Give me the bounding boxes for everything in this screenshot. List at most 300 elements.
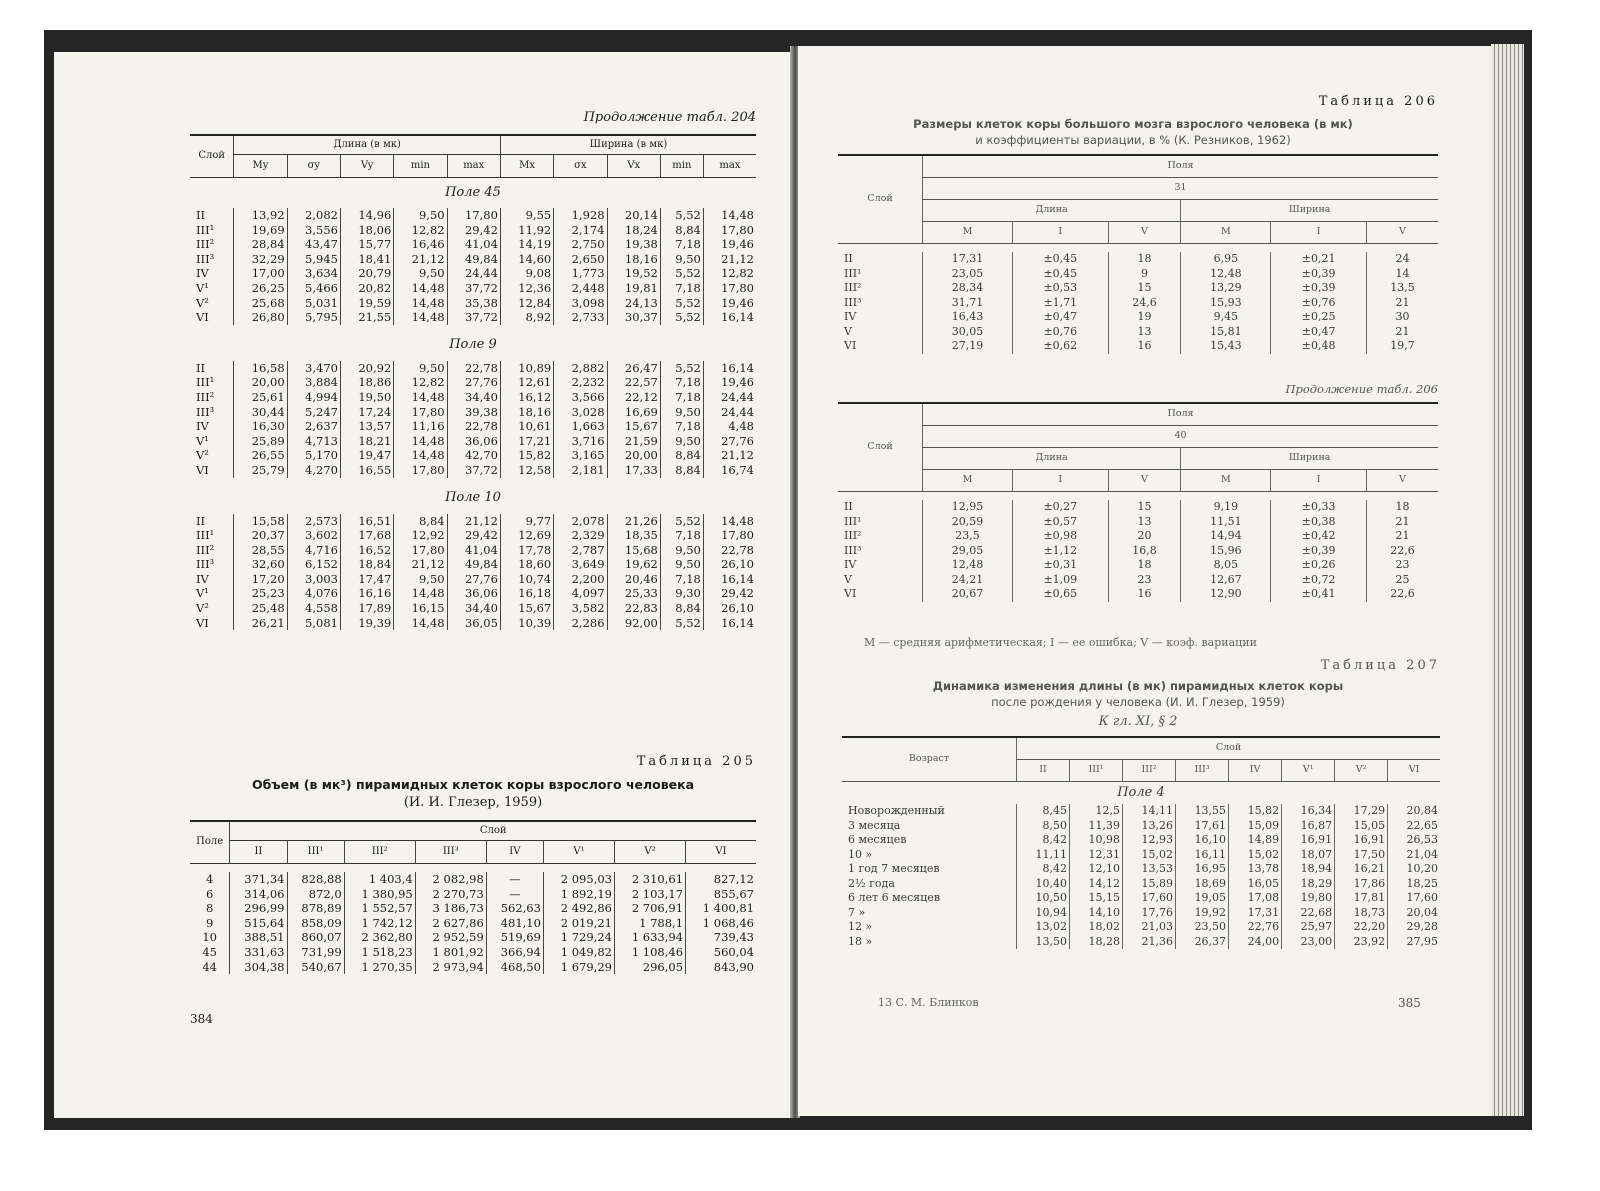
table-cell: 14,48 — [394, 586, 447, 601]
table-row — [190, 463, 756, 478]
table-row — [190, 887, 756, 902]
table-cell: 22,78 — [703, 543, 756, 558]
table-header-cell: M — [923, 222, 1013, 244]
table-cell: 25,33 — [607, 586, 660, 601]
table-cell: 371,34 — [230, 872, 287, 887]
table-row — [190, 419, 756, 434]
table-cell: 15,81 — [1181, 325, 1271, 340]
row-label: III³ — [196, 251, 215, 266]
table-cell: 21 — [1366, 515, 1438, 530]
row-label: V² — [196, 448, 209, 463]
table-cell: 37,72 — [447, 281, 500, 296]
table-cell: 23 — [1366, 558, 1438, 573]
table-cell: 24,44 — [703, 390, 756, 405]
table-header-cell: min — [394, 155, 447, 178]
table-cell: 5,52 — [660, 266, 703, 281]
table-cell: 366,94 — [486, 945, 543, 960]
table-cell: ±0,76 — [1271, 296, 1367, 311]
table-cell: 9,50 — [660, 434, 703, 449]
table-cell: 26,10 — [703, 601, 756, 616]
table-cell: 20 — [1108, 529, 1181, 544]
table-cell: 24,13 — [607, 296, 660, 311]
table-cell: 9,08 — [500, 266, 553, 281]
table-row — [838, 515, 1438, 530]
table-header-cell: I — [1013, 222, 1109, 244]
table-header-cell: V — [1366, 470, 1438, 492]
row-label: VI — [196, 462, 209, 477]
table-cell: 17,80 — [703, 223, 756, 238]
table-cell: 21 — [1366, 296, 1438, 311]
table-row — [190, 281, 756, 296]
table-cell: 28,55 — [234, 543, 287, 558]
table-cell: 878,89 — [287, 901, 344, 916]
table-cell: 17,31 — [1229, 906, 1282, 921]
table-cell: 15,89 — [1123, 877, 1176, 892]
table-cell: 16,74 — [703, 463, 756, 478]
table-cell: 14,19 — [500, 237, 553, 252]
table-cell: 3,098 — [554, 296, 607, 311]
table-cell: 4,48 — [703, 419, 756, 434]
table-cell: 19,52 — [607, 266, 660, 281]
table-cell: 5,247 — [287, 405, 340, 420]
table-cell: 12,90 — [1181, 587, 1271, 602]
table-cell: 2 492,86 — [543, 901, 614, 916]
table-row — [190, 310, 756, 325]
table-cell: 19,59 — [340, 296, 393, 311]
table-cell: 13,02 — [1017, 920, 1070, 935]
table-cell: 14,48 — [394, 434, 447, 449]
table-cell: 2 627,86 — [415, 916, 486, 931]
table-cell: 17,80 — [394, 543, 447, 558]
table-header-field: Поля — [923, 155, 1439, 178]
table-cell: 20,14 — [607, 208, 660, 223]
table-cell: 10,94 — [1017, 906, 1070, 921]
table-cell: 858,09 — [287, 916, 344, 931]
table-cell: 17,47 — [340, 572, 393, 587]
table-cell: 3,602 — [287, 528, 340, 543]
table-cell: 4,558 — [287, 601, 340, 616]
table-cell: 388,51 — [230, 930, 287, 945]
table-cell: 12,48 — [1181, 267, 1271, 282]
table-header-corner: Слой — [838, 155, 923, 244]
table-cell: ±0,45 — [1013, 252, 1109, 267]
table-cell: 34,40 — [447, 601, 500, 616]
table-cell: 2,882 — [554, 361, 607, 376]
table-cell: ±1,71 — [1013, 296, 1109, 311]
table-cell: 25,48 — [234, 601, 287, 616]
table-206-legend: M — средняя арифметическая; I — ее ошибка; V — коэф. вариации — [864, 636, 1257, 649]
row-label: III² — [844, 529, 862, 542]
table-cell: 3,634 — [287, 266, 340, 281]
row-label: IV — [196, 419, 209, 434]
row-label: 4 — [206, 872, 214, 886]
table-cell: 13,53 — [1123, 862, 1176, 877]
table-cell: 15,43 — [1181, 339, 1271, 354]
table-cell: 2 270,73 — [415, 887, 486, 902]
table-cell: — — [486, 887, 543, 902]
table-cell: 1,928 — [554, 208, 607, 223]
table-row — [190, 557, 756, 572]
table-cell: 25,89 — [234, 434, 287, 449]
table-cell: 7,18 — [660, 281, 703, 296]
table-cell: 481,10 — [486, 916, 543, 931]
table-cell: ±0,65 — [1013, 587, 1109, 602]
table-header-field-value: 31 — [923, 178, 1439, 200]
table-cell: 22,78 — [447, 361, 500, 376]
table-cell: 14,94 — [1181, 529, 1271, 544]
row-label: 2½ года — [848, 876, 895, 890]
table-cell: 41,04 — [447, 237, 500, 252]
table-header-corner: Возраст — [842, 737, 1017, 782]
table-cell: 16,55 — [340, 463, 393, 478]
table-cell: 5,52 — [660, 616, 703, 631]
table-header-cell: V² — [1335, 760, 1388, 782]
table-cell: 17,60 — [1123, 891, 1176, 906]
table-cell: 331,63 — [230, 945, 287, 960]
table-header-group: Слой — [230, 821, 756, 841]
table-cell: 9,50 — [394, 572, 447, 587]
table-cell: 16,46 — [394, 237, 447, 252]
table-cell: 16,91 — [1282, 833, 1335, 848]
table-207-subtitle: К гл. XI, § 2 — [1098, 714, 1178, 729]
table-cell: 27,76 — [447, 375, 500, 390]
table-cell: 296,05 — [614, 960, 685, 975]
table-cell: 22,76 — [1229, 920, 1282, 935]
continuation-caption-206: Продолжение табл. 206 — [1285, 382, 1438, 396]
table-cell: 20,37 — [234, 528, 287, 543]
table-cell: 19,7 — [1366, 339, 1438, 354]
table-cell: 3,649 — [554, 557, 607, 572]
table-cell: 29,28 — [1388, 920, 1440, 935]
table-cell: 12,36 — [500, 281, 553, 296]
table-cell: 15,58 — [234, 514, 287, 529]
table-cell: 30,05 — [923, 325, 1013, 340]
table-cell: 2,174 — [554, 223, 607, 238]
table-row — [190, 361, 756, 376]
row-label: 1 год 7 месяцев — [848, 862, 940, 875]
table-cell: 5,945 — [287, 252, 340, 267]
table-cell: 25,68 — [234, 296, 287, 311]
table-cell: 24,6 — [1108, 296, 1181, 311]
table-cell: 21,12 — [394, 557, 447, 572]
table-cell: 2,200 — [554, 572, 607, 587]
table-cell: ±0,47 — [1271, 325, 1367, 340]
table-cell: 10,61 — [500, 419, 553, 434]
table-cell: 10,20 — [1388, 862, 1440, 877]
table-cell: 8,50 — [1017, 819, 1070, 834]
table-cell: 17,24 — [340, 405, 393, 420]
table-cell: 16,52 — [340, 543, 393, 558]
table-row — [838, 281, 1438, 296]
table-cell: ±0,62 — [1013, 339, 1109, 354]
table-cell: 26,53 — [1388, 833, 1440, 848]
table-cell: 19,80 — [1282, 891, 1335, 906]
table-cell: 1 403,4 — [344, 872, 415, 887]
table-cell: 7,18 — [660, 528, 703, 543]
table-cell: 872,0 — [287, 887, 344, 902]
table-cell: 3,028 — [554, 405, 607, 420]
table-cell: 12,82 — [394, 375, 447, 390]
table-header-corner: Слой — [190, 135, 234, 178]
table-cell: 26,21 — [234, 616, 287, 631]
table-header-group: Длина (в мк) — [234, 135, 501, 155]
table-row — [190, 252, 756, 267]
table-cell: 11,51 — [1181, 515, 1271, 530]
table-cell: 16,14 — [703, 361, 756, 376]
table-header-cell: M — [1181, 222, 1271, 244]
table-cell: 17,80 — [394, 405, 447, 420]
row-label: III² — [196, 542, 215, 557]
table-cell: 1 552,57 — [344, 901, 415, 916]
table-cell: 22,6 — [1366, 544, 1438, 559]
table-cell: 12,82 — [394, 223, 447, 238]
table-cell: 3 186,73 — [415, 901, 486, 916]
table-cell: 15,67 — [607, 419, 660, 434]
table-206 — [838, 154, 1438, 354]
table-cell: 16,14 — [703, 616, 756, 631]
table-row — [842, 819, 1440, 834]
table-cell: 26,37 — [1176, 935, 1229, 950]
table-row — [190, 572, 756, 587]
table-cell: 2 310,61 — [614, 872, 685, 887]
table-cell: 28,34 — [923, 281, 1013, 296]
table-cell: 23 — [1108, 573, 1181, 588]
table-cell: 18,84 — [340, 557, 393, 572]
table-cell: 23,50 — [1176, 920, 1229, 935]
table-cell: 26,25 — [234, 281, 287, 296]
table-cell: 15,93 — [1181, 296, 1271, 311]
table-row — [190, 616, 756, 631]
table-cell: 35,38 — [447, 296, 500, 311]
table-row — [838, 529, 1438, 544]
row-label: Новорожденный — [848, 804, 945, 817]
table-cell: 12,82 — [703, 266, 756, 281]
table-cell: 15,15 — [1070, 891, 1123, 906]
table-header-cell: I — [1271, 470, 1367, 492]
table-cell: 22,83 — [607, 601, 660, 616]
table-row — [190, 586, 756, 601]
table-header-cell: M — [1181, 470, 1271, 492]
table-cell: 12,84 — [500, 296, 553, 311]
table-cell: 22,6 — [1366, 587, 1438, 602]
table-cell: 19,62 — [607, 557, 660, 572]
row-label: III¹ — [844, 514, 862, 528]
section-title: Поле 10 — [445, 490, 501, 506]
table-cell: 21,12 — [394, 252, 447, 267]
table-cell: 21,26 — [607, 514, 660, 529]
table-cell: 14,48 — [394, 448, 447, 463]
table-cell: 19,47 — [340, 448, 393, 463]
table-cell: 5,52 — [660, 361, 703, 376]
table-cell: 1 068,46 — [686, 916, 756, 931]
table-header-cell: IV — [1229, 760, 1282, 782]
table-cell: 16,34 — [1282, 804, 1335, 819]
table-cell: 1 788,1 — [614, 916, 685, 931]
table-cell: 1 049,82 — [543, 945, 614, 960]
table-cell: 10,89 — [500, 361, 553, 376]
table-cell: 17,78 — [500, 543, 553, 558]
table-cell: 11,92 — [500, 223, 553, 238]
table-cell: 1 801,92 — [415, 945, 486, 960]
table-cell: 1,663 — [554, 419, 607, 434]
table-cell: 18,41 — [340, 252, 393, 267]
row-label: 44 — [202, 959, 217, 974]
table-205 — [190, 820, 756, 974]
row-label: III¹ — [196, 222, 215, 237]
table-cell: 19,46 — [703, 296, 756, 311]
table-cell: 9 — [1108, 267, 1181, 282]
table-cell: 6,152 — [287, 557, 340, 572]
table-cell: 7,18 — [660, 572, 703, 587]
table-cell: 26,10 — [703, 557, 756, 572]
row-label: 18 » — [848, 934, 873, 948]
table-cell: 4,713 — [287, 434, 340, 449]
table-cell: ±0,39 — [1271, 544, 1367, 559]
table-cell: 20,46 — [607, 572, 660, 587]
table-cell: 20,04 — [1388, 906, 1440, 921]
table-cell: 17,61 — [1176, 819, 1229, 834]
table-cell: 30,37 — [607, 310, 660, 325]
row-label: V — [844, 572, 852, 586]
row-label: 10 — [202, 930, 217, 945]
table-cell: 15,82 — [1229, 804, 1282, 819]
table-cell: 2,733 — [554, 310, 607, 325]
table-header-cell: III² — [344, 841, 415, 864]
table-cell: ±0,27 — [1013, 500, 1109, 515]
table-cell: 42,70 — [447, 448, 500, 463]
table-cell: 27,76 — [447, 572, 500, 587]
table-cell: 16,14 — [703, 310, 756, 325]
table-cell: 515,64 — [230, 916, 287, 931]
table-row — [842, 935, 1440, 950]
table-cell: 21,12 — [703, 448, 756, 463]
table-row — [190, 223, 756, 238]
table-row — [842, 862, 1440, 877]
table-cell: 13 — [1108, 515, 1181, 530]
table-cell: ±0,53 — [1013, 281, 1109, 296]
table-cell: 5,170 — [287, 448, 340, 463]
row-label: III³ — [844, 295, 862, 309]
table-cell: 16,12 — [500, 390, 553, 405]
table-header-cell: VI — [686, 841, 756, 864]
table-row — [190, 208, 756, 223]
row-label: II — [196, 208, 206, 222]
table-cell: 17,08 — [1229, 891, 1282, 906]
table-cell: 8,05 — [1181, 558, 1271, 573]
table-header-cell: V¹ — [543, 841, 614, 864]
table-cell: 22,65 — [1388, 819, 1440, 834]
table-cell: 5,081 — [287, 616, 340, 631]
section-title: Поле 9 — [449, 337, 497, 353]
row-label: V² — [196, 295, 209, 310]
table-cell: 8,84 — [660, 463, 703, 478]
table-cell: 540,67 — [287, 960, 344, 975]
table-cell: 8,45 — [1017, 804, 1070, 819]
table-cell: 26,55 — [234, 448, 287, 463]
table-cell: 2 082,98 — [415, 872, 486, 887]
table-cell: 562,63 — [486, 901, 543, 916]
table-header-cell: II — [230, 841, 287, 864]
table-cell: 14,12 — [1070, 877, 1123, 892]
table-cell: 14,60 — [500, 252, 553, 267]
row-label: V¹ — [196, 280, 209, 295]
table-header-cell: σx — [554, 155, 607, 178]
table-cell: ±0,38 — [1271, 515, 1367, 530]
table-cell: 13,92 — [234, 208, 287, 223]
table-cell: 9,50 — [394, 266, 447, 281]
table-header-cell: V² — [614, 841, 685, 864]
table-cell: ±1,12 — [1013, 544, 1109, 559]
table-header-cell: III² — [1123, 760, 1176, 782]
table-cell: 296,99 — [230, 901, 287, 916]
table-cell: 20,00 — [607, 448, 660, 463]
table-cell: 14,11 — [1123, 804, 1176, 819]
section-title: Поле 4 — [1117, 784, 1165, 800]
table-cell: 20,84 — [1388, 804, 1440, 819]
table-cell: 27,19 — [923, 339, 1013, 354]
table-cell: 4,716 — [287, 543, 340, 558]
table-cell: 20,82 — [340, 281, 393, 296]
table-row — [838, 500, 1438, 515]
table-header-cell: σy — [287, 155, 340, 178]
table-cell: 21 — [1366, 529, 1438, 544]
table-cell: 17,50 — [1335, 848, 1388, 863]
table-cell: 25,23 — [234, 586, 287, 601]
table-cell: 8,84 — [394, 514, 447, 529]
table-cell: 3,566 — [554, 390, 607, 405]
table-header-cell: V — [1108, 222, 1181, 244]
table-cell: 21,55 — [340, 310, 393, 325]
table-cell: 22,12 — [607, 390, 660, 405]
table-cell: 18,35 — [607, 528, 660, 543]
table-cell: 9,55 — [500, 208, 553, 223]
table-cell: 3,716 — [554, 434, 607, 449]
row-label: VI — [196, 310, 209, 325]
table-cell: 2 952,59 — [415, 930, 486, 945]
table-cell: 2,650 — [554, 252, 607, 267]
table-cell: 18,24 — [607, 223, 660, 238]
table-cell: 24,00 — [1229, 935, 1282, 950]
table-cell: 1 633,94 — [614, 930, 685, 945]
table-cell: 5,52 — [660, 208, 703, 223]
table-cell: ±0,47 — [1013, 310, 1109, 325]
table-cell: 2 103,17 — [614, 887, 685, 902]
table-cell: 15,02 — [1123, 848, 1176, 863]
table-row — [190, 901, 756, 916]
table-cell: 16,15 — [394, 601, 447, 616]
table-cell: 2,329 — [554, 528, 607, 543]
table-header-cell: Vx — [607, 155, 660, 178]
table-cell: 29,05 — [923, 544, 1013, 559]
row-label: IV — [196, 571, 209, 586]
table-cell: 36,05 — [447, 616, 500, 631]
row-label: III² — [844, 281, 862, 294]
footer-signature: 13 С. М. Блинков — [878, 996, 979, 1009]
table-cell: 30,44 — [234, 405, 287, 420]
table-header-cell: I — [1271, 222, 1367, 244]
row-label: 6 месяцев — [848, 833, 907, 846]
table-cell: 1 729,24 — [543, 930, 614, 945]
table-header-cell: My — [234, 155, 287, 178]
table-row — [842, 848, 1440, 863]
table-cell: 18,86 — [340, 375, 393, 390]
table-cell: 21,03 — [1123, 920, 1176, 935]
row-label: 12 » — [848, 920, 873, 933]
table-cell: 14,89 — [1229, 833, 1282, 848]
table-cell: 16 — [1108, 587, 1181, 602]
table-cell: 19,05 — [1176, 891, 1229, 906]
table-cell: 49,84 — [447, 252, 500, 267]
